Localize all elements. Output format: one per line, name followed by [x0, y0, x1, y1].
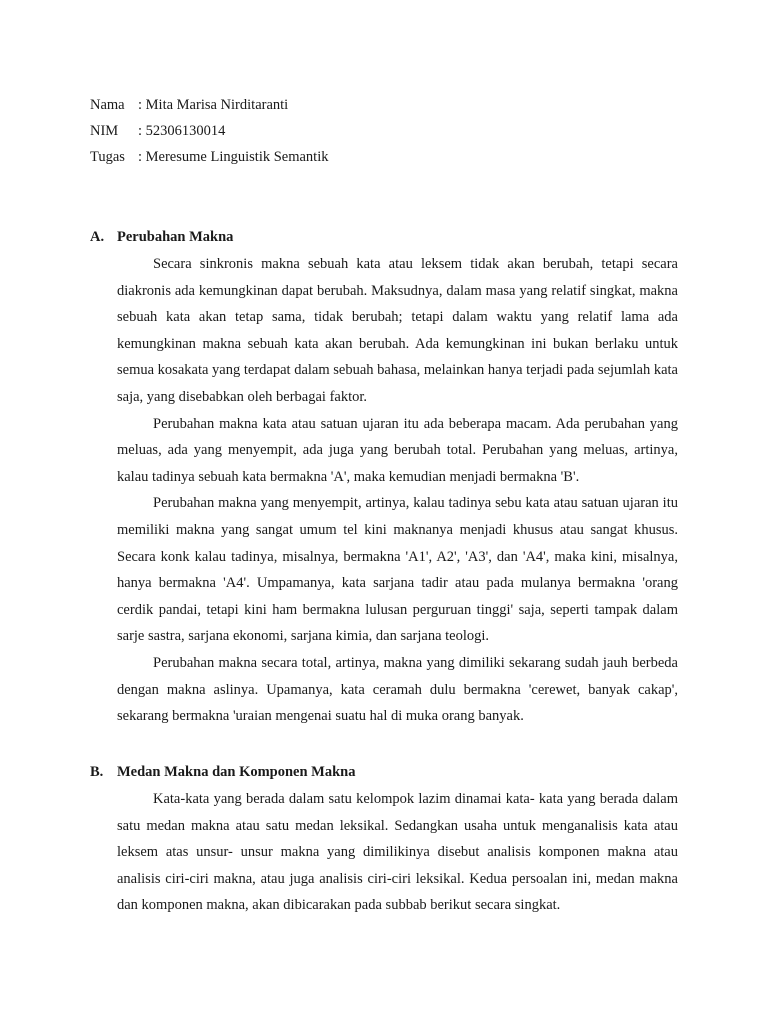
task-value: : Meresume Linguistik Semantik — [138, 149, 329, 165]
section-medan-makna — [90, 760, 678, 919]
section-letter: A. — [90, 229, 105, 245]
paragraph: Perubahan makna yang menyempit, artinya, kalau tadinya sebu kata atau satuan ujaran itu memiliki makna yang sangat umum tel kini maknanya menjadi khusus atau sangat khusus. Secara konk kalau tadinya, misalnya, bermakna 'A1', A2', 'A3', dan 'A4', maka kini, misalnya, hanya bermakna 'A4'. Umpamanya, kata sarjana tadir atau pada mulanya bermakna 'orang cerdik pandai, tetapi kini ham bermakna lulusan perguruan tinggi' saja, seperti tampak dalam sarje sastra, sarjana ekonomi, sarjana kimia, dan sarjana teologi. — [117, 495, 678, 645]
section-heading — [90, 760, 678, 784]
nim-label: NIM — [90, 123, 119, 139]
nim-row — [90, 118, 329, 144]
nim-value: : 52306130014 — [138, 123, 226, 139]
paragraph: Secara sinkronis makna sebuah kata atau leksem tidak akan berubah, tetapi secara diakronis ada kemungkinan dapat berubah. Maksudnya, dalam masa yang relatif singkat, makna sebuah kata akan tetap sama, tidak berubah; tetapi dalam waktu yang relatif lama ada kemungkinan makna sebuah kata akan berubah. Ada kemungkinan ini bukan berlaku untuk semua kosakata yang terdapat dalam sebuah bahasa, melainkan hanya terjadi pada sejumlah kata saja, yang disebabkan oleh berbagai faktor. — [117, 256, 678, 405]
section-letter: B. — [90, 764, 104, 780]
section-heading — [90, 225, 678, 249]
section-perubahan-makna — [90, 225, 678, 730]
paragraph: Perubahan makna secara total, artinya, makna yang dimiliki sekarang sudah jauh berbeda dengan makna aslinya. Upamanya, kata ceramah dulu bermakna 'cerewet, banyak cakap', sekarang bermakna 'uraian mengenai suatu hal di muka orang banyak. — [117, 654, 678, 725]
student-info — [90, 92, 329, 170]
name-row — [90, 92, 329, 118]
paragraph: Perubahan makna kata atau satuan ujaran itu ada beberapa macam. Ada perubahan yang meluas, ada yang menyempit, ada juga yang berubah total. Perubahan yang meluas, artinya, kalau tadinya sebuah kata bermakna 'A', maka kemudian menjadi bermakna 'B'. — [117, 415, 678, 485]
paragraph: Kata-kata yang berada dalam satu kelompok lazim dinamai kata- kata yang berada dalam satu medan makna atau satu medan leksikal. Sedangkan usaha untuk menganalisis kata atau leksem atas unsur- unsur makna yang dimilikinya disebut analisis komponen makna atau analisis ciri-ciri makna, atau juga analisis ciri-ciri leksikal. Kedua persoalan ini, medan makna dan komponen makna, akan dibicarakan pada subbab berikut secara singkat. — [117, 791, 678, 914]
name-value: : Mita Marisa Nirditaranti — [138, 97, 289, 113]
section-title: Medan Makna dan Komponen Makna — [117, 764, 356, 780]
task-row — [90, 144, 329, 170]
task-label: Tugas — [90, 149, 125, 165]
section-title: Perubahan Makna — [117, 229, 234, 245]
name-label: Nama — [90, 97, 125, 113]
